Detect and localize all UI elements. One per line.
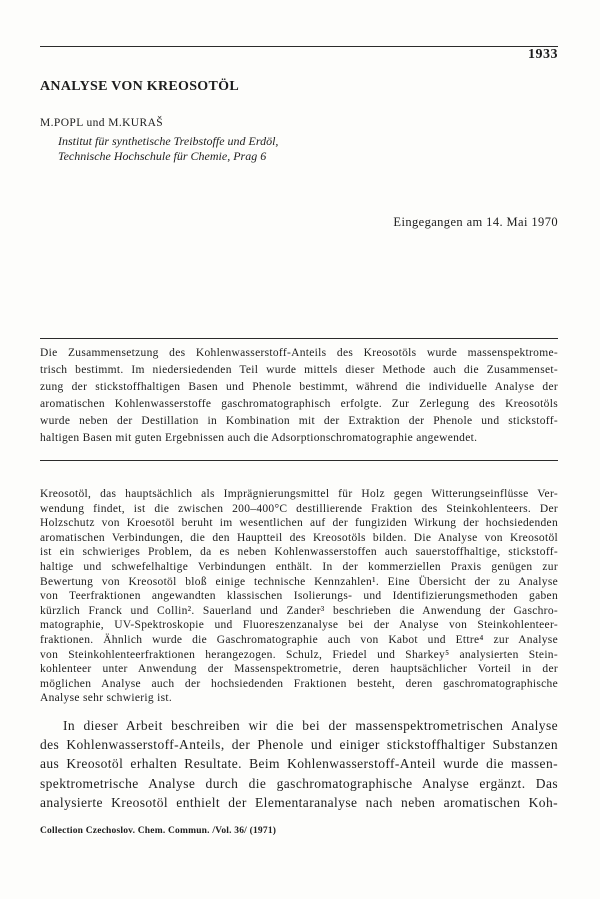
body-line: ist ein schwieriges Problem, da es neben Kohlenwasserstoffen auch sauerstoffhaltige, stickstoff- [40, 546, 558, 559]
article-title: ANALYSE VON KREOSOTÖL [40, 79, 239, 94]
article-authors: M.POPL und M.KURAŠ [40, 117, 164, 129]
body-line: Kreosotöl, das hauptsächlich als Imprägnierungsmittel für Holz gegen Witterungseinflüsse Ver- [40, 488, 558, 500]
header-rule [40, 46, 558, 47]
body-line: wendung findet, ist die zwischen 200–400°C destillierende Fraktion des Steinkohlenteers. Der [40, 502, 558, 515]
body-line: Bewertung von Kreosotöl bloß einige technische Kennzahlen¹. Eine Übersicht der zu Analyse [40, 575, 558, 588]
received-date: Eingegangen am 14. Mai 1970 [393, 215, 558, 229]
abstract-line: trisch bestimmt. Im niedersiedenden Teil wurde mittels dieser Methode auch die Zusammenset- [40, 364, 558, 376]
body-line: matographie, UV-Spektroskopie und Fluoreszenzanalyse bei der Analyse von Steinkohlenteer- [40, 619, 558, 632]
abstract-line: Die Zusammensetzung des Kohlenwasserstoff-Anteils des Kreosotöls wurde massenspektrome- [40, 347, 558, 359]
body-line: analysierte Kreosotöl enthielt der Elementaranalyse nach neben aromatischen Koh- [40, 794, 558, 810]
body-line: aus Kreosotöl erhalten Resultate. Beim Kohlenwasserstoff-Anteil wurde die massen- [40, 756, 558, 772]
abstract-line: aromatischen Kohlenwasserstoffe gaschromatographisch erfolgte. Zur Zerlegung des Kreosotöls [40, 398, 558, 410]
abstract [40, 345, 558, 447]
abstract-line: wurde neben der Destillation in Kombination mit der Extraktion der Phenole und stickstoff- [40, 415, 558, 427]
body-line: In dieser Arbeit beschreiben wir die bei der massenspektrometrischen Analyse [63, 718, 558, 733]
affiliation-line: Institut für synthetische Treibstoffe und Erdöl, [58, 134, 279, 148]
body-paragraph-1 [40, 487, 558, 706]
abstract-line: haltigen Basen mit guten Ergebnissen auch die Adsorptionschromatographie angewendet. [40, 432, 478, 444]
body-line: möglichen Analyse auch der hochsiedenden Fraktionen besteht, deren gaschromatographische [40, 677, 558, 690]
body-line: haltige und schwefelhaltige Verbindungen enthält. In der kommerziellen Praxis genügen zur [40, 560, 558, 573]
journal-citation-footer: Collection Czechoslov. Chem. Commun. /Vol. 36/ (1971) [40, 826, 277, 836]
abstract-bottom-rule [40, 460, 558, 461]
body-line: des Kohlenwasserstoff-Anteils, der Phenole und einiger stickstoffhaltiger Substanzen [40, 737, 558, 753]
affiliation [58, 134, 278, 164]
page-number: 1933 [528, 47, 558, 62]
body-line: von Steinkohlenteerfraktionen herangezogen. Schulz, Friedel und Sharkey⁵ analysierten Stein- [40, 648, 558, 661]
abstract-top-rule [40, 338, 558, 339]
body-line: spektrometrische Analyse durch die gaschromatographische Analyse ergänzt. Das [40, 775, 558, 791]
body-line: Holzschutz von Kroesotöl beruht im wesentlichen auf der fungiziden Wirkung der hochsiedenden [40, 517, 558, 530]
body-line: kürzlich Franck und Collin². Sauerland und Zander³ beschrieben die Anwendung der Gaschro- [40, 604, 558, 617]
body-line: fraktionen. Ähnlich wurde die Gaschromatographie auch von Kabot und Ettre⁴ zur Analyse [40, 633, 558, 646]
body-line: Analyse sehr schwierig ist. [40, 692, 173, 705]
body-paragraph-2 [40, 716, 558, 812]
body-line: aromatischen Verbindungen, die den Hauptteil des Kreosotöls bilden. Die Analyse von Kreosotöl [40, 531, 558, 544]
body-line: von Teerfraktionen angewandten klassischen Isolierungs- und Identifizierungsmethoden gaben [40, 590, 558, 603]
body-line: kohlenteer unter Anwendung der Massenspektrometrie, deren hauptsächlicher Vorteil in der [40, 663, 558, 676]
abstract-line: zung der stickstoffhaltigen Basen und Phenole bestimmt, während die individuelle Analyse der [40, 381, 558, 393]
affiliation-line: Technische Hochschule für Chemie, Prag 6 [58, 149, 267, 163]
